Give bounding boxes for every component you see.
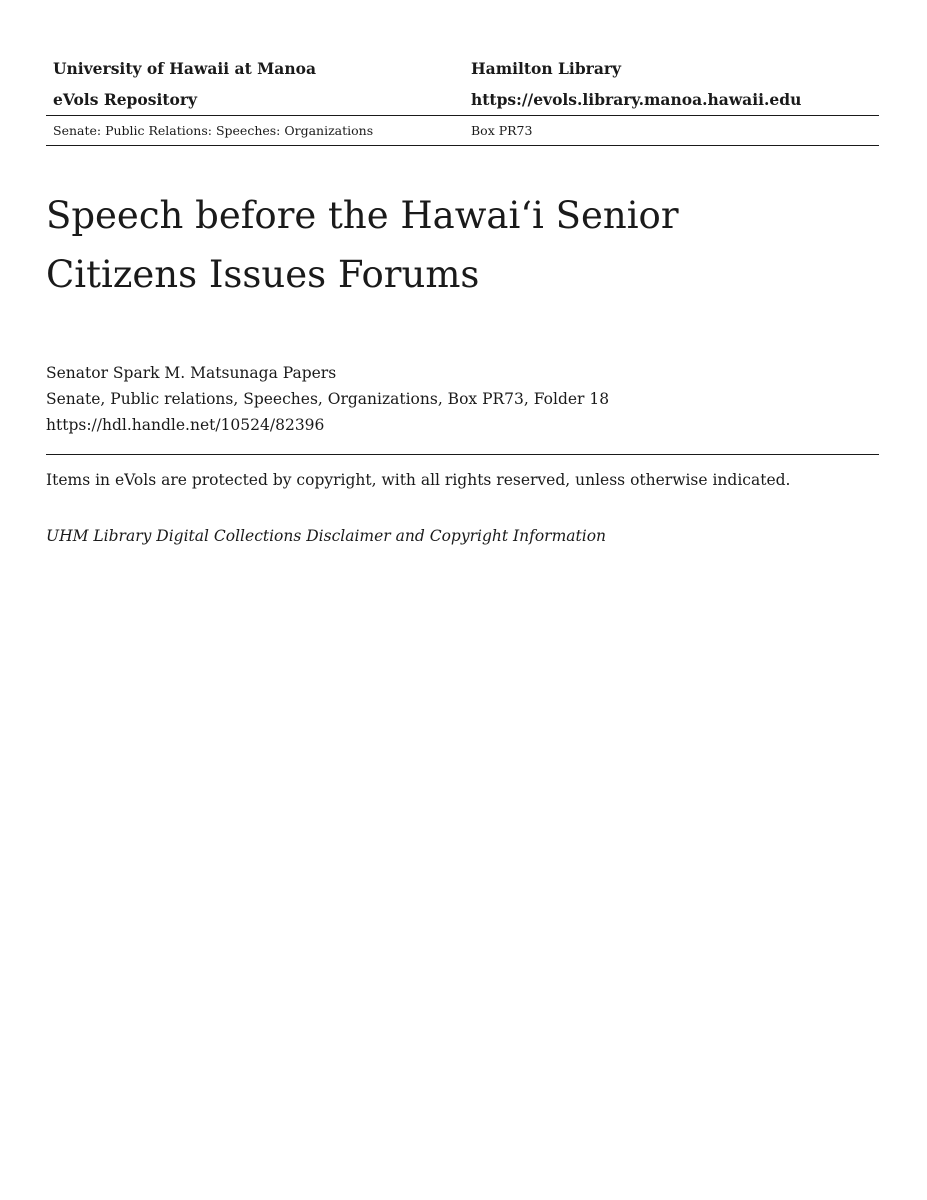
section-divider [46, 454, 879, 455]
papers-collection: Senator Spark M. Matsunaga Papers [46, 364, 337, 382]
header-row-1 [46, 53, 879, 84]
title-line-2: Citizens Issues Forums [46, 253, 480, 296]
header-divider-bottom [46, 145, 879, 146]
library-name: Hamilton Library [471, 59, 622, 78]
header-row-2 [46, 84, 879, 115]
collection-path: Senate: Public Relations: Speeches: Organizations [53, 123, 374, 138]
document-metadata [46, 360, 609, 438]
disclaimer-link[interactable]: UHM Library Digital Collections Disclaimer and Copyright Information [46, 527, 607, 545]
repository-url[interactable]: https://evols.library.manoa.hawaii.edu [471, 90, 802, 109]
institution-name: University of Hawaii at Manoa [53, 59, 316, 78]
repository-name: eVols Repository [53, 90, 198, 109]
copyright-notice: Items in eVols are protected by copyright, with all rights reserved, unless otherwise indicated. [46, 471, 791, 489]
handle-link[interactable]: https://hdl.handle.net/10524/82396 [46, 416, 325, 434]
folder-location: Senate, Public relations, Speeches, Organizations, Box PR73, Folder 18 [46, 390, 610, 408]
header-row-3 [46, 116, 879, 145]
box-number: Box PR73 [471, 123, 533, 138]
document-title [46, 186, 746, 304]
title-line-1: Speech before the Hawai‘i Senior [46, 194, 679, 237]
header-table [46, 53, 879, 146]
